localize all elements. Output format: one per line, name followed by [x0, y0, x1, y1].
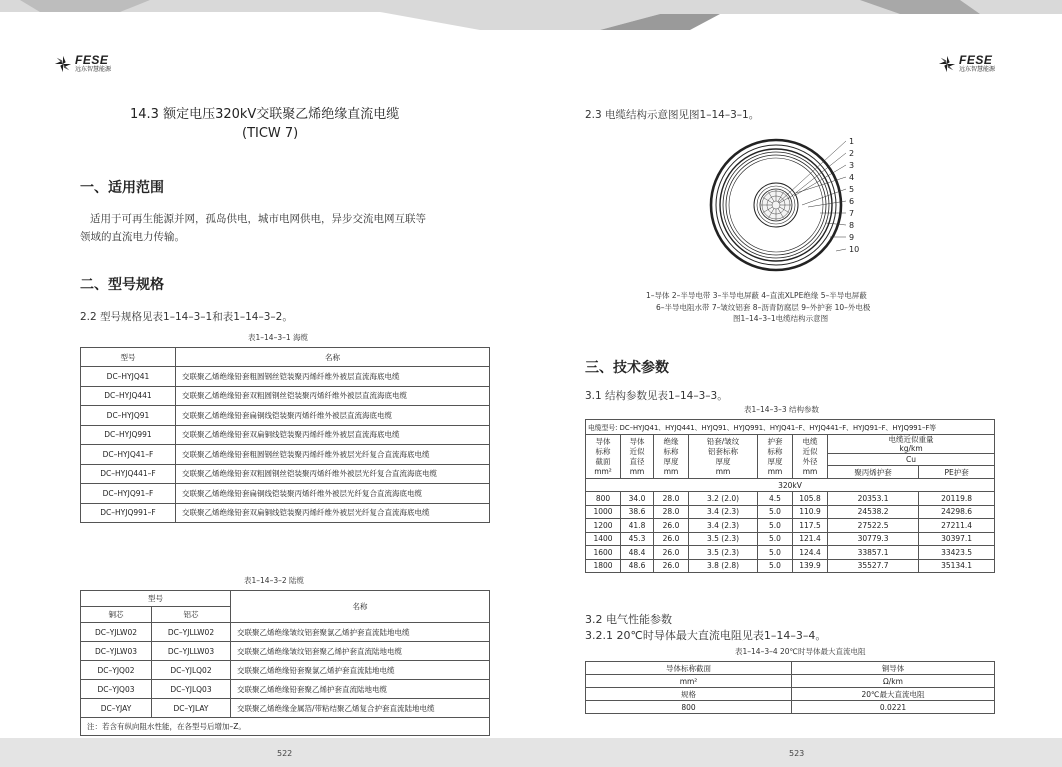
table3-cell: 3.5 (2.3)	[689, 546, 758, 560]
table2-caption: 表1–14–3–2 陆缆	[244, 576, 304, 585]
table-row	[586, 505, 995, 519]
section3-heading: 三、技术参数	[585, 360, 669, 376]
table-row	[81, 623, 490, 642]
top-decorative-band	[0, 0, 1062, 30]
table3-cell: 41.8	[621, 519, 654, 533]
page-subtitle: (TICW 7)	[242, 126, 299, 141]
table2-name-cell: 交联聚乙烯绝缘铅套聚氯乙烯护套直流陆地电缆	[231, 661, 490, 680]
table3-cell: 28.0	[654, 505, 689, 519]
figure-caption: 图1–14–3–1电缆结构示意图	[733, 314, 829, 323]
table1-name-cell: 交联聚乙烯绝缘铅套双扁铜线铠装聚丙烯纤维外被层直流海底电缆	[176, 425, 490, 445]
figure-callout-number: 9	[849, 233, 855, 242]
table3-cell: 26.0	[654, 532, 689, 546]
figure-callout-number: 2	[849, 149, 855, 158]
table3-cell: 27522.5	[828, 519, 919, 533]
table-structure-params	[585, 419, 995, 573]
table3-cell: 3.2 (2.0)	[689, 492, 758, 506]
table-row	[586, 688, 995, 701]
logo-brand: FESE	[959, 53, 993, 67]
table3-cell: 27211.4	[919, 519, 995, 533]
figure-callout-number: 3	[849, 161, 855, 170]
table3-cell: 1600	[586, 546, 621, 560]
table2-cu-cell: DC–YJAY	[81, 699, 152, 718]
table3-header: 绝缘 标称 厚度 mm	[654, 435, 689, 479]
table3-cell: 3.5 (2.3)	[689, 532, 758, 546]
table4-caption: 表1–14–3–4 20℃时导体最大直流电阻	[735, 647, 866, 656]
table3-weight-title: 电缆近似重量	[888, 435, 934, 444]
table1-model-cell: DC–HYJQ441	[81, 386, 176, 406]
table3-cell: 48.4	[621, 546, 654, 560]
table-row	[586, 519, 995, 533]
table4-cell: 20℃最大直流电阻	[792, 688, 995, 701]
table3-cell: 28.0	[654, 492, 689, 506]
table3-header: 铅套/皱纹 铝套标称 厚度 mm	[689, 435, 758, 479]
table3-cell: 1000	[586, 505, 621, 519]
table-row	[81, 503, 490, 523]
figure-callout-number: 7	[849, 209, 855, 218]
table3-cell: 48.6	[621, 559, 654, 573]
bottom-bar	[0, 738, 1062, 767]
table3-cell: 20353.1	[828, 492, 919, 506]
table-row	[81, 699, 490, 718]
table-row	[586, 559, 995, 573]
table-row	[586, 546, 995, 560]
table1-model-cell: DC–HYJQ91–F	[81, 484, 176, 504]
table1-header-name: 名称	[176, 348, 490, 367]
table2-name-cell: 交联聚乙烯绝缘金属箔/带粘结聚乙烯复合护套直流陆地电缆	[231, 699, 490, 718]
figure-legend-line1: 1–导体 2–半导电带 3–半导电屏蔽 4–直流XLPE绝缘 5–半导电屏蔽	[646, 291, 867, 300]
s23-text: 2.3 电缆结构示意图见图1–14–3–1。	[585, 109, 760, 121]
table3-cell: 5.0	[758, 519, 793, 533]
logo-cn: 远东智慧能源	[959, 66, 996, 73]
table2-cu-cell: DC–YJLW02	[81, 623, 152, 642]
section1-text-line1: 适用于可再生能源并网，孤岛供电，城市电网供电，异步交流电网互联等	[90, 213, 426, 225]
table1-caption: 表1–14–3–1 海缆	[248, 333, 308, 342]
table-row	[81, 445, 490, 465]
table1-model-cell: DC–HYJQ41–F	[81, 445, 176, 465]
table3-cell: 24298.6	[919, 505, 995, 519]
table-row	[586, 492, 995, 506]
table1-model-cell: DC–HYJQ441–F	[81, 464, 176, 484]
table3-cell: 30397.1	[919, 532, 995, 546]
table2-cu-cell: DC–YJQ02	[81, 661, 152, 680]
table3-header: 导体 近似 直径 mm	[621, 435, 654, 479]
table-row	[81, 484, 490, 504]
page-title: 14.3 额定电压320kV交联聚乙烯绝缘直流电缆	[130, 107, 400, 122]
table3-cell: 24538.2	[828, 505, 919, 519]
table3-cell: 20119.8	[919, 492, 995, 506]
table2-name-cell: 交联聚乙烯绝缘铅套聚乙烯护套直流陆地电缆	[231, 680, 490, 699]
table3-cell: 5.0	[758, 532, 793, 546]
table1-name-cell: 交联聚乙烯绝缘铅套双粗圆钢丝铠装聚丙烯纤维外被层直流海底电缆	[176, 386, 490, 406]
figure-callout-number: 6	[849, 197, 855, 206]
figure-leader-line	[836, 249, 846, 251]
table-row	[81, 406, 490, 426]
table1-name-cell: 交联聚乙烯绝缘铅套粗圆钢丝铠装聚丙烯纤维外被层直流海底电缆	[176, 367, 490, 387]
table2-header-cu: 铜芯	[81, 607, 152, 623]
section22-text: 2.2 型号规格见表1–14–3–1和表1–14–3–2。	[80, 311, 293, 323]
table3-cell: 34.0	[621, 492, 654, 506]
table4-cell: 铜导体	[792, 662, 995, 675]
table-row	[586, 675, 995, 688]
figure-legend-line2: 6–半导电阻水带 7–皱纹铝套 8–沥青防腐层 9–外护套 10–外电极	[656, 303, 871, 312]
cable-structure-figure	[690, 133, 880, 278]
page-number-left: 522	[277, 749, 293, 758]
left-logo	[54, 54, 111, 73]
table3-header: 电缆 近似 外径 mm	[793, 435, 828, 479]
table1-model-cell: DC–HYJQ991	[81, 425, 176, 445]
table-row	[586, 532, 995, 546]
table3-cell: 800	[586, 492, 621, 506]
table-row	[81, 386, 490, 406]
table3-cu: Cu	[828, 454, 995, 466]
table1-model-cell: DC–HYJQ41	[81, 367, 176, 387]
table2-al-cell: DC–YJLLW03	[152, 642, 231, 661]
table4-cell: 800	[586, 701, 792, 714]
table-sea-cable	[80, 347, 490, 523]
table-row	[81, 425, 490, 445]
table3-cell: 117.5	[793, 519, 828, 533]
table1-name-cell: 交联聚乙烯绝缘铅套双扁铜线铠装聚丙烯纤维外被层光纤复合直流海底电缆	[176, 503, 490, 523]
logo-brand: FESE	[75, 53, 109, 67]
table3-cell: 26.0	[654, 559, 689, 573]
table4-cell: 0.0221	[792, 701, 995, 714]
table-row	[81, 680, 490, 699]
table2-cu-cell: DC–YJLW03	[81, 642, 152, 661]
figure-callout-number: 1	[849, 137, 855, 146]
table-row	[81, 642, 490, 661]
table3-cell: 30779.3	[828, 532, 919, 546]
table2-note: 注：若含有纵向阻水性能，在各型号后增加–Z。	[81, 718, 490, 736]
table-row	[81, 661, 490, 680]
table-row	[81, 367, 490, 387]
table-dc-resistance	[585, 661, 995, 714]
table4-cell: 规格	[586, 688, 792, 701]
table2-al-cell: DC–YJLQ03	[152, 680, 231, 699]
table3-cell: 33423.5	[919, 546, 995, 560]
table4-cell: Ω/km	[792, 675, 995, 688]
table3-voltage: 320kV	[586, 479, 995, 492]
s32-heading: 3.2 电气性能参数	[585, 613, 672, 626]
table3-cell: 3.4 (2.3)	[689, 505, 758, 519]
section2-heading: 二、型号规格	[80, 277, 164, 293]
table3-cell: 139.9	[793, 559, 828, 573]
table3-cell: 1800	[586, 559, 621, 573]
table3-sub-pp: 聚丙烯护套	[828, 466, 919, 479]
table3-cell: 3.8 (2.8)	[689, 559, 758, 573]
figure-callout-number: 4	[849, 173, 855, 182]
table3-cell: 4.5	[758, 492, 793, 506]
table2-cu-cell: DC–YJQ03	[81, 680, 152, 699]
table2-header-al: 铝芯	[152, 607, 231, 623]
figure-callout-number: 5	[849, 185, 855, 194]
table3-cell: 35134.1	[919, 559, 995, 573]
table3-cell: 1400	[586, 532, 621, 546]
figure-callout-number: 10	[849, 245, 860, 254]
table3-cell: 38.6	[621, 505, 654, 519]
table3-cell: 3.4 (2.3)	[689, 519, 758, 533]
table3-cell: 5.0	[758, 559, 793, 573]
s321-text: 3.2.1 20℃时导体最大直流电阻见表1–14–3–4。	[585, 629, 827, 642]
section1-text-line2: 领域的直流电力传输。	[80, 231, 185, 243]
table3-cell: 110.9	[793, 505, 828, 519]
logo-cn: 远东智慧能源	[75, 66, 112, 73]
page-number-right: 523	[789, 749, 805, 758]
table3-cell: 45.3	[621, 532, 654, 546]
table2-name-cell: 交联聚乙烯绝缘皱纹铝套聚乙烯护套直流陆地电缆	[231, 642, 490, 661]
table4-cell: 导体标称截面	[586, 662, 792, 675]
figure-callout-number: 8	[849, 221, 855, 230]
table3-caption: 表1–14–3–3 结构参数	[744, 405, 819, 414]
table2-al-cell: DC–YJLQ02	[152, 661, 231, 680]
table3-header: 护套 标称 厚度 mm	[758, 435, 793, 479]
table3-header: 导体 标称 截面 mm²	[586, 435, 621, 479]
right-logo	[938, 54, 995, 73]
table3-cell: 121.4	[793, 532, 828, 546]
section1-heading: 一、适用范围	[80, 180, 164, 196]
table1-model-cell: DC–HYJQ991–F	[81, 503, 176, 523]
table1-name-cell: 交联聚乙烯绝缘铅套扁铜线铠装聚丙烯纤维外被层光纤复合直流海底电缆	[176, 484, 490, 504]
table-row	[586, 662, 995, 675]
table3-cell: 26.0	[654, 546, 689, 560]
fese-logo-icon	[938, 55, 956, 73]
table1-name-cell: 交联聚乙烯绝缘铅套扁铜线铠装聚丙烯纤维外被层直流海底电缆	[176, 406, 490, 426]
table3-cell: 105.8	[793, 492, 828, 506]
table4-cell: mm²	[586, 675, 792, 688]
fese-logo-icon	[54, 55, 72, 73]
table2-header-name: 名称	[231, 591, 490, 623]
table-land-cable	[80, 590, 490, 736]
table3-weight-header	[828, 435, 995, 454]
table1-name-cell: 交联聚乙烯绝缘铅套双粗圆钢丝铠装聚丙烯纤维外被层光纤复合直流海底电缆	[176, 464, 490, 484]
table2-al-cell: DC–YJLAY	[152, 699, 231, 718]
table2-header-model: 型号	[81, 591, 231, 607]
table3-cell: 33857.1	[828, 546, 919, 560]
table-row	[81, 464, 490, 484]
s31-text: 3.1 结构参数见表1–14–3–3。	[585, 390, 728, 402]
table3-cell: 5.0	[758, 546, 793, 560]
table3-sub-pe: PE护套	[919, 466, 995, 479]
table3-weight-unit: kg/km	[899, 444, 923, 453]
table3-cell: 26.0	[654, 519, 689, 533]
table1-model-cell: DC–HYJQ91	[81, 406, 176, 426]
table3-cell: 1200	[586, 519, 621, 533]
table2-al-cell: DC–YJLLW02	[152, 623, 231, 642]
table3-cell: 35527.7	[828, 559, 919, 573]
table3-cell: 124.4	[793, 546, 828, 560]
table2-name-cell: 交联聚乙烯绝缘皱纹铝套聚氯乙烯护套直流陆地电缆	[231, 623, 490, 642]
table1-name-cell: 交联聚乙烯绝缘铅套粗圆钢丝铠装聚丙烯纤维外被层光纤复合直流海底电缆	[176, 445, 490, 465]
table1-header-model: 型号	[81, 348, 176, 367]
table3-model-row: 电缆型号: DC–HYJQ41、HYJQ441、HYJQ91、HYJQ991、HYJQ41–F、HYJQ441–F、HYJQ91–F、HYJQ991–F等	[586, 420, 995, 435]
table3-cell: 5.0	[758, 505, 793, 519]
table-row	[586, 701, 995, 714]
